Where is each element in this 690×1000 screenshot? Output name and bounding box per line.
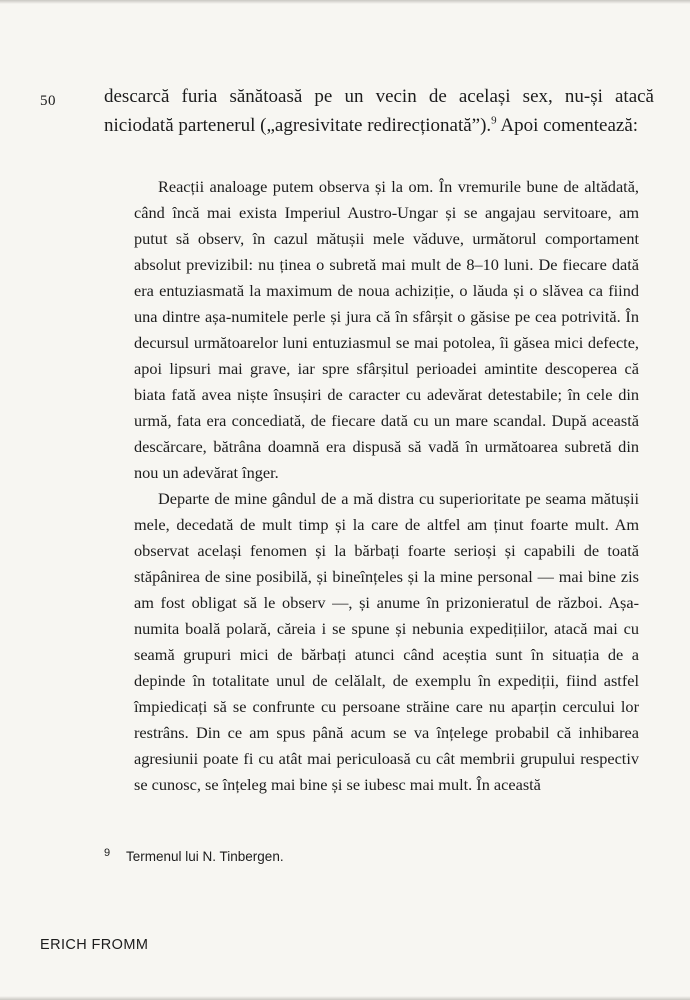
quote-paragraph-2: Departe de mine gândul de a mă distra cu superioritate pe seama mătușii mele, decedată de mult timp și la care de altfel am ținut foarte mult. Am observat același fenomen și la bărbați foarte serioși și capabili de toată stăpânirea de sine posibilă, și bineînțeles și la mine personal — mai bine zis am fost obligat să le observ —, și anume în prizonieratul de război. Așa-numita boală polară, căreia i se spune și nebunia expedițiilor, atacă mai cu seamă grupuri mici de bărbați atunci când aceștia sunt în situația de a depinde în totalitate unul de celălalt, de exemplu în expediții, fiind astfel împiedicați să se confrunte cu persoane străine care nu aparțin cercului lor restrâns. Din ce am spus până acum se va înțelege probabil că inhibarea agresiunii poate fi cu atât mai periculoasă cu cât membrii grupului respectiv se cunosc, se înțeleg mai bine și se iubesc mai mult. În această — [134, 489, 639, 794]
quote-paragraph-1: Reacții analoage putem observa și la om. În vremurile bune de altădată, când încă mai exista Imperiul Austro-Ungar și se angajau servitoare, am putut să observ, în cazul mătușii mele văduve, următorul comportament absolut previzibil: nu ținea o subretă mai mult de 8–10 luni. De fiecare dată era entuziasmată la maximum de noua achiziție, o lăuda și o slăvea ca fiind una dintre așa-numitele perle și jura că în sfârșit o găsise pe cea potrivită. În decursul următoarelor luni entuziasmul se mai potolea, îi găsea mici defecte, apoi lipsuri mai grave, iar spre sfârșitul perioadei amintite descoperea că biata fată avea niște însușiri de caracter cu adevărat detestabile; în cele din urmă, fata era concediată, de fiecare dată cu un mare scandal. După această descărcare, bătrâna doamnă era dispusă să vadă în următoarea subretă din nou un adevărat înger. — [134, 177, 639, 482]
block-quote — [134, 174, 639, 798]
footnote-reference: 9 — [491, 114, 497, 127]
bottom-edge-rule — [0, 996, 690, 1000]
top-edge-rule — [0, 0, 690, 4]
footnote-text: Termenul lui N. Tinbergen. — [126, 849, 284, 864]
intro-text: descarcă furia sănătoasă pe un vecin de același sex, nu-și atacă niciodată partenerul („agresivitate redirecționată”). — [104, 86, 654, 136]
footnote: 9 Termenul lui N. Tinbergen. — [104, 846, 284, 864]
intro-text-continued: Apoi comentează: — [496, 115, 639, 136]
running-footer-author: ERICH FROMM — [40, 937, 149, 953]
intro-paragraph — [104, 82, 654, 140]
line-number: 50 — [40, 93, 56, 109]
